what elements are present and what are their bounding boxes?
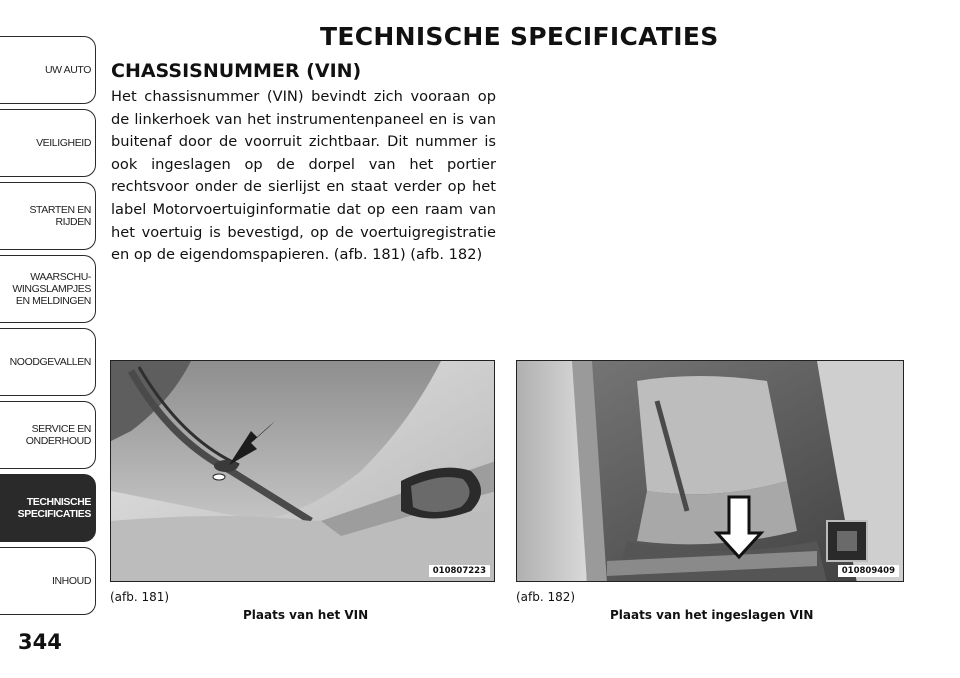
page-number: 344 bbox=[18, 630, 62, 654]
figure-caption: Plaats van het VIN bbox=[243, 608, 369, 622]
tab-label: STARTEN EN RIJDEN bbox=[29, 204, 91, 228]
figure-windshield-vin bbox=[110, 360, 495, 582]
tab-veiligheid[interactable] bbox=[0, 109, 96, 177]
figure-label: (afb. 182) bbox=[516, 590, 576, 604]
tab-label: SERVICE EN ONDERHOUD bbox=[25, 423, 91, 447]
windshield-illustration bbox=[111, 361, 495, 582]
body-paragraph: Het chassisnummer (VIN) bevindt zich vooraan op de linkerhoek van het instrumentenpaneel en is van buitenaf door de voorruit zichtbaar. Dit nummer is ook ingeslagen op de dorpel van het portier rechtsvoor onder de sierlijst en staat verder op het label Motorvoertuiginformatie dat op een raam van het voertuig is bevestigd, op de voertuigregistratie en op de eigendomspapieren. (afb. 181) (afb. 182) bbox=[111, 88, 496, 264]
section-title: CHASSISNUMMER (VIN) bbox=[111, 60, 362, 82]
tab-inhoud[interactable] bbox=[0, 547, 96, 615]
tab-label: WAARSCHU- WINGSLAMPJES EN MELDINGEN bbox=[12, 271, 91, 307]
tab-starten-en-rijden[interactable] bbox=[0, 182, 96, 250]
figure-label: (afb. 181) bbox=[110, 590, 170, 604]
figure-code: 010809409 bbox=[838, 565, 899, 577]
page-title: TECHNISCHE SPECIFICATIES bbox=[320, 22, 719, 51]
tab-noodgevallen[interactable] bbox=[0, 328, 96, 396]
figure-code: 010807223 bbox=[429, 565, 490, 577]
figure-caption: Plaats van het ingeslagen VIN bbox=[610, 608, 814, 622]
tab-label: VEILIGHEID bbox=[36, 137, 91, 149]
tab-technische-specificaties[interactable] bbox=[0, 474, 96, 542]
tab-label: INHOUD bbox=[51, 575, 91, 587]
figure-door-sill-vin bbox=[516, 360, 904, 582]
tab-label: UW AUTO bbox=[44, 64, 91, 76]
tab-uw-auto[interactable] bbox=[0, 36, 96, 104]
tab-waarschuwingslampjes[interactable] bbox=[0, 255, 96, 323]
door-sill-illustration bbox=[517, 361, 904, 582]
tab-service-en-onderhoud[interactable] bbox=[0, 401, 96, 469]
tab-label: TECHNISCHE SPECIFICATIES bbox=[17, 496, 91, 520]
tab-label: NOODGEVALLEN bbox=[9, 356, 91, 368]
